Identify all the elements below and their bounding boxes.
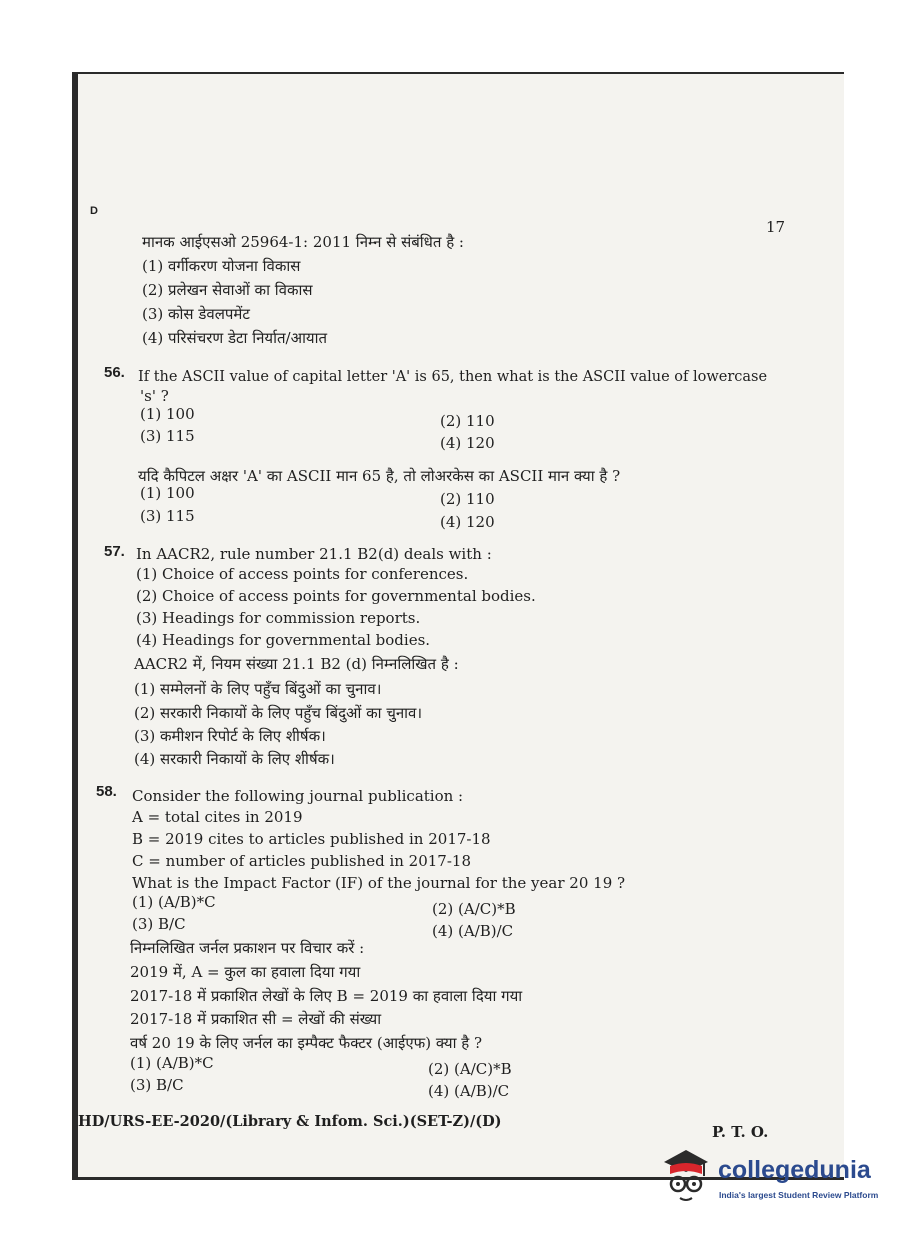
collegedunia-logo[interactable] (656, 1146, 896, 1216)
q58-line: B = 2019 cites to articles published in 2017-18 (132, 830, 491, 848)
q58-hindi-line: निम्नलिखित जर्नल प्रकाशन पर विचार करें : (130, 939, 365, 957)
q58-line: What is the Impact Factor (IF) of the journal for the year 20 19 ? (132, 874, 626, 892)
q58-option: (3) B/C (132, 915, 186, 933)
q57-hindi-option: (1) सम्मेलनों के लिए पहुँच बिंदुओं का चुनाव। (134, 680, 382, 698)
q56-option: (4) 120 (440, 434, 495, 452)
q57-option: (1) Choice of access points for conferences. (136, 565, 469, 583)
q58-line: A = total cites in 2019 (132, 808, 303, 826)
q56-hindi-option: (3) 115 (140, 507, 195, 525)
q56-option: (1) 100 (140, 405, 195, 423)
q58-hindi-line: वर्ष 20 19 के लिए जर्नल का इम्पैक्ट फैक्टर (आईएफ) क्या है ? (130, 1034, 483, 1052)
q58-line: C = number of articles published in 2017-18 (132, 852, 471, 870)
q58-hindi-line: 2017-18 में प्रकाशित लेखों के लिए B = 2019 का हवाला दिया गया (130, 987, 523, 1005)
q58-option: (4) (A/B)/C (432, 922, 514, 940)
q57-hindi-stem: AACR2 में, नियम संख्या 21.1 B2 (d) निम्नलिखित है : (134, 655, 459, 673)
q58-hindi-option: (2) (A/C)*B (428, 1060, 512, 1078)
q58-number: 58. (96, 783, 117, 800)
q56-hindi-option: (1) 100 (140, 484, 195, 502)
q55-hindi-option: (3) कोस डेवलपमेंट (142, 305, 250, 323)
q58-hindi-line: 2019 में, A = कुल का हवाला दिया गया (130, 963, 361, 981)
graduate-mascot-icon (656, 1146, 716, 1208)
q58-hindi-line: 2017-18 में प्रकाशित सी = लेखों की संख्या (130, 1010, 382, 1028)
q58-hindi-option: (3) B/C (130, 1076, 184, 1094)
q55-hindi-option: (2) प्रलेखन सेवाओं का विकास (142, 281, 313, 299)
q57-stem: In AACR2, rule number 21.1 B2(d) deals with : (136, 545, 492, 563)
q57-hindi-option: (3) कमीशन रिपोर्ट के लिए शीर्षक। (134, 727, 326, 745)
q58-stem: Consider the following journal publication : (132, 787, 464, 805)
q56-stem-line2: 's' ? (140, 387, 169, 405)
q57-option: (3) Headings for commission reports. (136, 609, 421, 627)
q56-option: (2) 110 (440, 412, 495, 430)
q55-hindi-option: (1) वर्गीकरण योजना विकास (142, 257, 301, 275)
logo-name: collegedunia (718, 1156, 871, 1184)
page-number: 17 (766, 218, 786, 236)
q58-option: (1) (A/B)*C (132, 893, 216, 911)
q57-number: 57. (104, 543, 125, 560)
q56-hindi-option: (2) 110 (440, 490, 495, 508)
q56-stem-line1: If the ASCII value of capital letter 'A' is 65, then what is the ASCII value of lowercase (138, 369, 768, 385)
q58-option: (2) (A/C)*B (432, 900, 516, 918)
q57-option: (2) Choice of access points for governmental bodies. (136, 587, 536, 605)
footer-code: HD/URS-EE-2020/(Library & Infom. Sci.)(SET-Z)/(D) (78, 1113, 502, 1130)
q56-hindi-stem: यदि कैपिटल अक्षर 'A' का ASCII मान 65 है, तो लोअरकेस का ASCII मान क्या है ? (138, 467, 621, 485)
q58-hindi-option: (1) (A/B)*C (130, 1054, 214, 1072)
q57-hindi-option: (2) सरकारी निकायों के लिए पहुँच बिंदुओं का चुनाव। (134, 704, 423, 722)
q55-hindi-stem: मानक आईएसओ 25964-1: 2011 निम्न से संबंधित है : (142, 233, 464, 251)
pto-label: P. T. O. (712, 1123, 769, 1141)
corner-mark: D (90, 205, 98, 217)
q56-number: 56. (104, 364, 125, 381)
q55-hindi-option: (4) परिसंचरण डेटा निर्यात/आयात (142, 329, 328, 347)
q57-hindi-option: (4) सरकारी निकायों के लिए शीर्षक। (134, 750, 335, 768)
q57-option: (4) Headings for governmental bodies. (136, 631, 431, 649)
q58-hindi-option: (4) (A/B)/C (428, 1082, 510, 1100)
q56-option: (3) 115 (140, 427, 195, 445)
logo-tagline: India's largest Student Review Platform (719, 1190, 879, 1200)
q56-hindi-option: (4) 120 (440, 513, 495, 531)
